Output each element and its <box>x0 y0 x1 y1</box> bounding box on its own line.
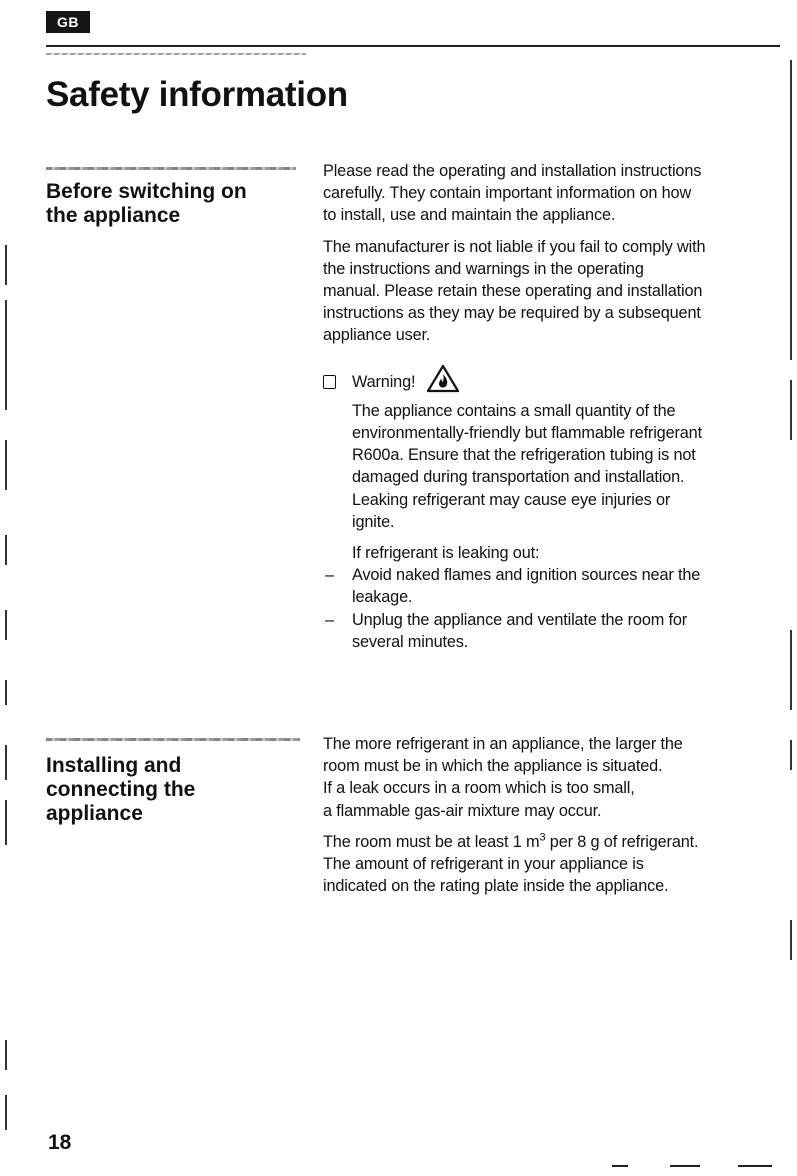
scan-mark <box>738 1165 772 1167</box>
text-line: The appliance contains a small quantity of the <box>352 401 676 420</box>
checkbox-bullet-icon <box>323 375 336 389</box>
scan-mark <box>790 630 792 710</box>
list-item <box>323 609 775 653</box>
text-fragment: The room must be at least 1 m <box>323 832 540 851</box>
scan-mark <box>790 920 792 960</box>
scan-mark <box>5 745 7 780</box>
text-line: Unplug the appliance and ventilate the room for <box>352 610 688 629</box>
scan-mark <box>5 800 7 845</box>
text-line: environmentally-friendly but flammable refrigerant <box>352 424 702 443</box>
page-title: Safety information <box>46 75 348 114</box>
scan-mark <box>5 1095 7 1130</box>
page-number: 18 <box>48 1131 72 1154</box>
text-line: to install, use and maintain the appliance. <box>323 206 616 225</box>
text-line: If a leak occurs in a room which is too small, <box>323 779 635 798</box>
text-line: manual. Please retain these operating and installation <box>323 282 703 301</box>
text-line: instructions as they may be required by a subsequent <box>323 304 701 323</box>
section-heading-before-switching-on <box>46 180 247 228</box>
language-badge: GB <box>46 11 90 33</box>
minimum-room-paragraph <box>323 831 775 898</box>
dash-bullet: – <box>325 610 334 629</box>
scan-mark <box>5 535 7 565</box>
text-line: the instructions and warnings in the operating <box>323 259 644 278</box>
text-line: Please read the operating and installation instructions <box>323 162 702 180</box>
section-heading-installing <box>46 754 195 826</box>
scan-mark <box>5 300 7 410</box>
text-line: R600a. Ensure that the refrigeration tubing is not <box>352 446 696 465</box>
text-line: The manufacturer is not liable if you fail to comply with <box>323 237 706 256</box>
heading-line: appliance <box>46 802 143 825</box>
text-line: a flammable gas-air mixture may occur. <box>323 801 602 820</box>
header-scan-rule <box>46 53 306 55</box>
header-rule <box>46 45 780 47</box>
dash-bullet: – <box>325 566 334 585</box>
warning-header <box>323 365 775 399</box>
scan-mark <box>790 740 792 770</box>
section-rule <box>46 738 300 741</box>
text-line: damaged during transportation and installation. <box>352 468 685 487</box>
room-size-line <box>323 831 775 853</box>
text-line: room must be in which the appliance is situated. <box>323 757 663 776</box>
scan-mark <box>5 680 7 705</box>
scan-mark <box>790 380 792 440</box>
text-line: Leaking refrigerant may cause eye injuries or <box>352 490 671 509</box>
list-item <box>323 564 775 608</box>
text-line: appliance user. <box>323 326 431 345</box>
heading-line: connecting the <box>46 778 196 801</box>
text-line: leakage. <box>352 588 413 607</box>
text-fragment: per 8 g of refrigerant. <box>545 832 699 851</box>
scan-mark <box>5 610 7 640</box>
section-rule <box>46 167 296 170</box>
room-size-paragraph <box>323 733 775 822</box>
heading-line: the appliance <box>46 204 181 227</box>
liability-paragraph <box>323 236 775 347</box>
scan-mark <box>670 1165 700 1167</box>
flame-warning-icon <box>427 365 459 399</box>
intro-paragraph <box>323 160 775 227</box>
text-line: carefully. They contain important information on how <box>323 184 692 203</box>
warning-label: Warning! <box>352 372 416 391</box>
text-line: ignite. <box>352 512 395 531</box>
warning-text <box>323 400 775 533</box>
body-section-installing <box>323 733 775 897</box>
scan-mark <box>790 60 792 360</box>
heading-line: Installing and <box>46 754 182 777</box>
leak-intro: If refrigerant is leaking out: <box>352 544 540 563</box>
text-line: Avoid naked flames and ignition sources near the <box>352 566 701 585</box>
heading-line: Before switching on <box>46 180 247 203</box>
body-section-before-switching-on <box>323 160 775 653</box>
text-line: indicated on the rating plate inside the appliance. <box>323 877 669 896</box>
scan-mark <box>5 1040 7 1070</box>
text-line: The amount of refrigerant in your appliance is <box>323 855 644 874</box>
scan-mark <box>612 1165 628 1167</box>
text-line: several minutes. <box>352 632 469 651</box>
scan-mark <box>5 440 7 490</box>
scan-mark <box>5 245 7 285</box>
superscript: 3 <box>539 831 546 844</box>
text-line: The more refrigerant in an appliance, the larger the <box>323 735 683 753</box>
